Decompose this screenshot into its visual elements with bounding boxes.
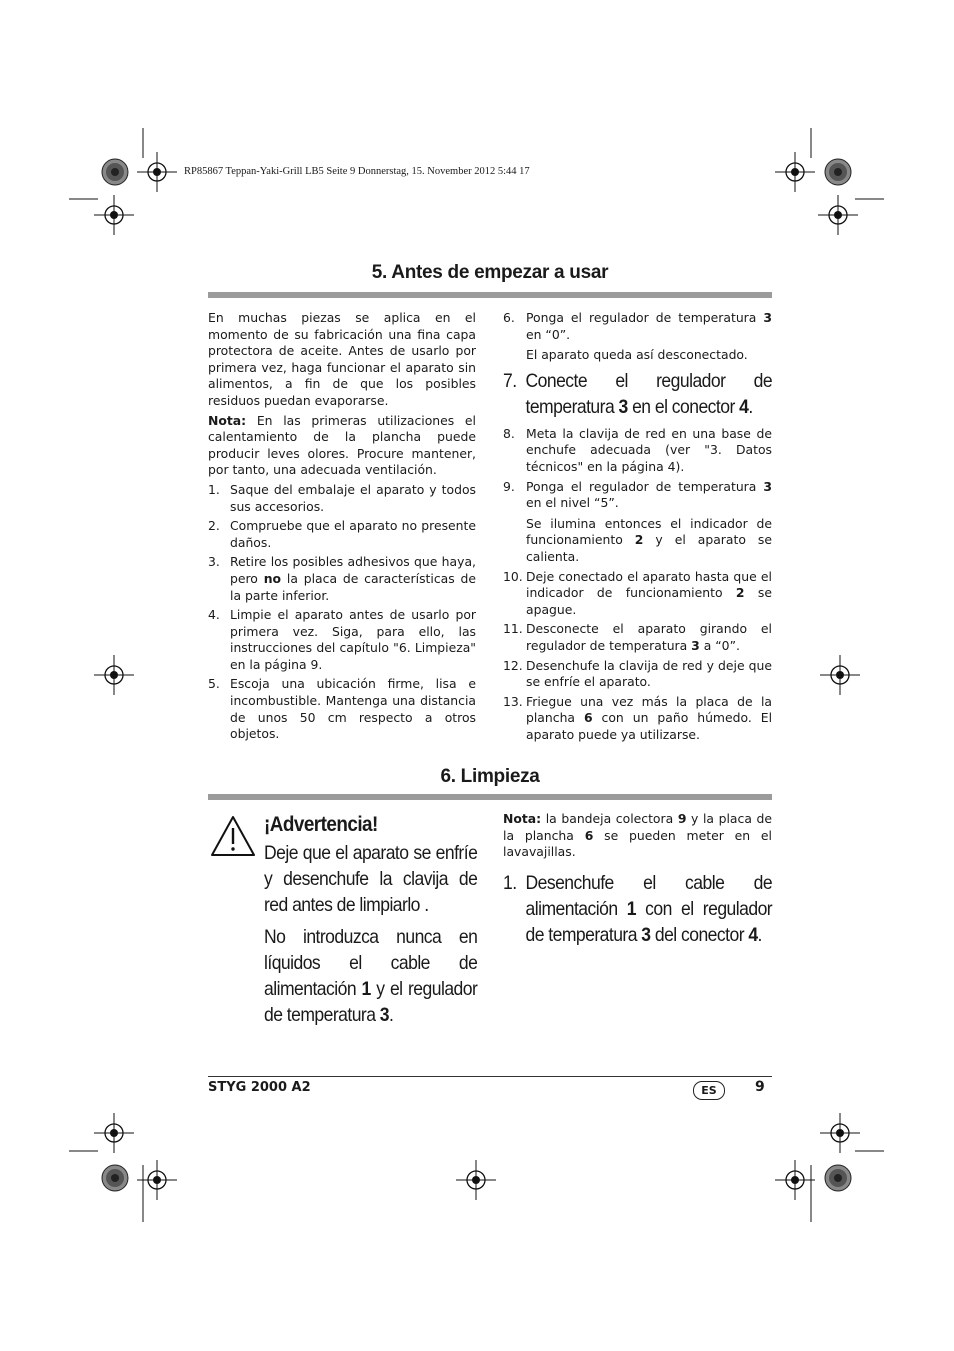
part-number: 3 (763, 310, 772, 325)
warning-triangle-icon (210, 814, 256, 858)
part-number: 3 (763, 478, 772, 494)
step-number: 3. (208, 554, 220, 570)
step-number: 8. (503, 425, 515, 441)
page-number: 9 (755, 1079, 765, 1095)
part-number: 9 (677, 811, 687, 826)
list-item (503, 479, 772, 566)
warning-text: . (389, 1004, 394, 1026)
part-number: 3 (691, 637, 700, 653)
step-sub-text: El aparato queda así desconectado. (526, 347, 748, 363)
step-text: en el nivel “5”. (526, 495, 619, 511)
steps-list-left (208, 482, 476, 743)
step-number: 9. (503, 478, 515, 494)
step-text: Friegue una vez más la placa de la plancha (526, 693, 772, 726)
list-item (503, 694, 772, 744)
step-text: Desenchufe la clavija de red y deje que se enfríe el aparato. (526, 657, 772, 690)
list-item (503, 426, 772, 476)
step-sub-text (526, 516, 772, 566)
warning-block (264, 812, 477, 1028)
step-text: se apague. (526, 585, 772, 617)
step-text: Desenchufe el cable de alimentación (525, 872, 773, 920)
note-label: Nota: (208, 412, 247, 428)
list-item (503, 658, 772, 691)
step-text: con el regulador de temperatura (525, 898, 773, 946)
note-paragraph (208, 413, 476, 479)
step-text: en “0”. (526, 326, 571, 342)
section-title-cleaning: 6. Limpieza (440, 766, 540, 787)
step-number: 1. (503, 872, 517, 894)
part-number: 4 (739, 395, 749, 418)
list-item (208, 518, 476, 551)
step-text: del conector (650, 924, 749, 946)
warning-title: ¡Advertencia! (264, 813, 378, 836)
step-text: en el conector (627, 395, 740, 418)
warning-paragraph-2 (264, 924, 477, 1028)
right-column (503, 310, 772, 746)
part-number: 6 (584, 827, 594, 843)
step-number: 13. (503, 693, 523, 709)
note-text: se pueden meter en el lavavajillas. (503, 827, 773, 860)
step-text: la placa de características de la parte inferior. (230, 570, 476, 603)
section-rule (208, 794, 772, 800)
step-number: 1. (208, 481, 220, 497)
part-number: 3 (618, 395, 628, 418)
intro-paragraph: En muchas piezas se aplica en el momento de su fabricación una fina capa protectora de aceite. Antes de usarlo por primera vez, haga funcionar el aparato sin alimentos, a fin de que los posibles residuos puedan evaporarse. (208, 310, 476, 408)
list-item (208, 554, 476, 604)
list-item (503, 621, 772, 654)
list-item (208, 607, 476, 673)
step-number: 12. (503, 657, 523, 673)
left-column (208, 310, 476, 746)
print-info: RP85867 Teppan-Yaki-Grill LB5 Seite 9 Donnerstag, 15. November 2012 5:44 17 (184, 166, 530, 177)
list-item (503, 569, 772, 619)
step-text: Escoja una ubicación firme, lisa e incombustible. Mantenga una distancia de unos 50 cm respecto a otros objetos. (230, 676, 476, 742)
step-text: Conecte el regulador de temperatura (525, 369, 773, 418)
step-number: 4. (208, 607, 220, 623)
step-text: con un paño húmedo. El aparato puede ya utilizarse. (526, 710, 773, 742)
part-number: 2 (735, 585, 745, 601)
part-number: 1 (361, 978, 371, 1000)
step-number: 7. (503, 369, 517, 392)
step-text: . (748, 395, 753, 418)
model-number: STYG 2000 A2 (208, 1080, 311, 1095)
language-badge: ES (693, 1081, 725, 1100)
step-7-large (503, 368, 772, 420)
step-number: 11. (503, 621, 523, 637)
step-text: Ponga el regulador de temperatura (526, 310, 764, 325)
step-number: 6. (503, 310, 515, 325)
step-text: . (757, 924, 762, 946)
step-text: Desconecte el aparato girando el regulador de temperatura (526, 621, 772, 653)
part-number: 6 (583, 710, 593, 726)
part-number: 3 (641, 924, 651, 946)
step-text: Compruebe que el aparato no presente daños. (230, 518, 476, 550)
step-text: Saque del embalaje el aparato y todos sus accesorios. (230, 481, 476, 514)
steps-list-right (503, 310, 772, 364)
warning-paragraph-1: Deje que el aparato se enfríe y desenchufe la clavija de red antes de limpiarlo . (264, 842, 478, 916)
warning-text: y el regulador de temperatura (264, 978, 478, 1026)
sub-text: y el aparato se calienta. (526, 532, 772, 564)
part-number: 1 (626, 898, 636, 920)
list-item (208, 676, 476, 742)
step-text: Deje conectado el aparato hasta que el indicador de funcionamiento (526, 568, 772, 601)
step-number: 2. (208, 518, 220, 534)
footer-rule (208, 1076, 772, 1077)
step-number: 10. (503, 568, 523, 584)
warning-text: No introduzca nunca en líquidos el cable de alimentación (264, 926, 478, 1000)
sub-text: Se ilumina entonces el indicador de funcionamiento (526, 515, 772, 548)
steps-list-right-2 (503, 426, 772, 744)
step-text: a “0”. (699, 637, 740, 653)
part-number: 3 (379, 1004, 390, 1026)
cleaning-step-1 (503, 870, 772, 948)
note-label: Nota: (503, 811, 542, 826)
step-text: Meta la clavija de red en una base de enchufe adecuada (ver "3. Datos técnicos" en la página 4). (526, 425, 772, 474)
cleaning-note (503, 811, 772, 864)
list-item (503, 310, 772, 364)
note-text: En las primeras utilizaciones el calentamiento de la plancha puede producir leves olores. Procure mantener, por tanto, una adecuada ventilación. (208, 412, 476, 478)
note-text: y la placa de la plancha (503, 811, 772, 843)
section-title-before-use: 5. Antes de empezar a usar (371, 262, 609, 283)
step-text: Limpie el aparato antes de usarlo por primera vez. Siga, para ello, las instrucciones del capítulo "6. Limpieza" en la página 9. (230, 607, 476, 672)
step-number: 5. (208, 676, 220, 692)
step-emphasis: no (263, 570, 282, 586)
section-rule (208, 292, 772, 298)
part-number: 4 (748, 924, 758, 946)
list-item (208, 482, 476, 515)
step-text: Retire los posibles adhesivos que haya, pero (230, 554, 476, 586)
part-number: 2 (634, 532, 644, 548)
step-text: Ponga el regulador de temperatura (526, 478, 764, 494)
note-text: la bandeja colectora (545, 811, 678, 826)
